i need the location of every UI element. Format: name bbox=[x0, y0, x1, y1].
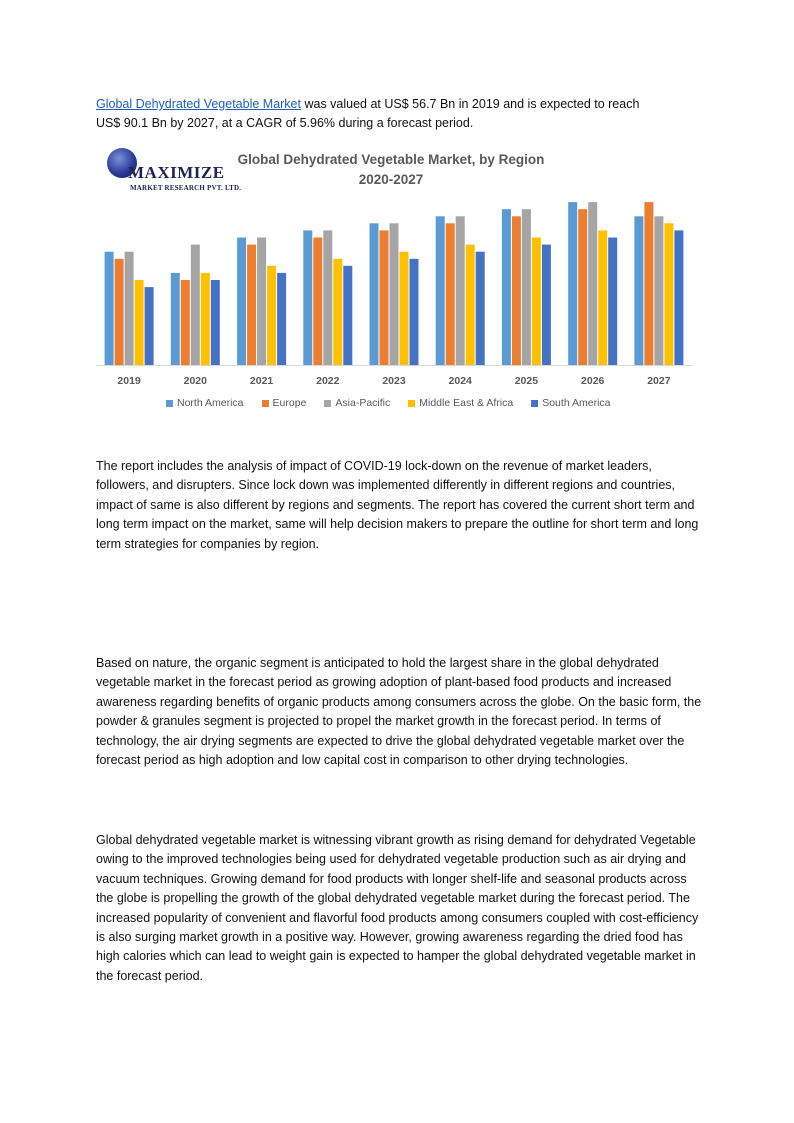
bar-2022-europe bbox=[313, 238, 322, 366]
bar-2024-asia-pacific bbox=[456, 216, 465, 365]
x-tick-label: 2024 bbox=[448, 375, 472, 387]
logo-subtitle: MARKET RESEARCH PVT. LTD. bbox=[130, 184, 242, 192]
x-tick-label: 2026 bbox=[581, 375, 605, 387]
chart-subtitle: 2020-2027 bbox=[358, 172, 424, 187]
bar-2019-south-america bbox=[145, 287, 154, 365]
region-bar-chart bbox=[96, 140, 702, 420]
bar-2026-south-america bbox=[608, 238, 617, 366]
legend-item bbox=[262, 397, 307, 409]
logo-word: MAXIMIZE bbox=[128, 163, 225, 182]
bar-2022-asia-pacific bbox=[323, 230, 332, 365]
bar-2020-north-america bbox=[171, 273, 180, 365]
x-tick-label: 2019 bbox=[117, 375, 141, 387]
x-tick-label: 2020 bbox=[183, 375, 207, 387]
bar-2026-europe bbox=[578, 209, 587, 365]
legend-swatch bbox=[531, 400, 538, 407]
legend-swatch bbox=[262, 400, 269, 407]
legend-label: Middle East & Africa bbox=[419, 397, 514, 409]
legend-item bbox=[531, 397, 610, 409]
bar-2023-europe bbox=[380, 230, 389, 365]
bar-2025-asia-pacific bbox=[522, 209, 531, 365]
legend-label: Europe bbox=[272, 397, 307, 409]
bar-2027-north-america bbox=[634, 216, 643, 365]
bar-2020-south-america bbox=[211, 280, 220, 365]
bar-2025-europe bbox=[512, 216, 521, 365]
segment-paragraph: Based on nature, the organic segment is anticipated to hold the largest share in the global dehydrated vegetable market in the forecast period as growing adoption of plant-based food products and increased awareness regarding benefits of organic products among consumers across the globe. On the basic form, the powder & granules segment is projected to propel the market growth in the forecast period. In terms of technology, the air drying segments are expected to drive the global dehydrated vegetable market over the forecast period as high adoption and low capital cost in comparison to other drying technologies. bbox=[96, 656, 702, 768]
intro-paragraph bbox=[96, 95, 702, 134]
bar-2027-asia-pacific bbox=[654, 216, 663, 365]
bar-2023-south-america bbox=[410, 259, 419, 365]
bar-2020-europe bbox=[181, 280, 190, 365]
bar-2022-north-america bbox=[303, 230, 312, 365]
legend-item bbox=[324, 397, 390, 409]
legend-label: Asia-Pacific bbox=[335, 397, 391, 409]
bar-2019-asia-pacific bbox=[125, 252, 134, 365]
bar-2027-europe bbox=[644, 202, 653, 365]
bar-2019-europe bbox=[115, 259, 124, 365]
bar-2027-south-america bbox=[674, 230, 683, 365]
bar-2019-north-america bbox=[105, 252, 114, 365]
bar-2027-middle-east-africa bbox=[664, 223, 673, 365]
bar-2023-asia-pacific bbox=[390, 223, 399, 365]
market-link[interactable]: Global Dehydrated Vegetable Market bbox=[96, 97, 301, 111]
legend-item bbox=[166, 397, 244, 409]
bar-2023-middle-east-africa bbox=[400, 252, 409, 365]
bar-2026-north-america bbox=[568, 202, 577, 365]
bar-2026-middle-east-africa bbox=[598, 230, 607, 365]
bar-2025-south-america bbox=[542, 245, 551, 365]
legend-item bbox=[408, 397, 513, 409]
bar-2021-south-america bbox=[277, 273, 286, 365]
bar-2024-north-america bbox=[436, 216, 445, 365]
x-tick-label: 2027 bbox=[647, 375, 671, 387]
bar-2024-middle-east-africa bbox=[466, 245, 475, 365]
legend-swatch bbox=[324, 400, 331, 407]
bar-2024-south-america bbox=[476, 252, 485, 365]
intro-text: was valued at US$ 56.7 Bn in 2019 and is expected to reach bbox=[301, 97, 640, 111]
x-tick-label: 2023 bbox=[382, 375, 406, 387]
bar-2020-asia-pacific bbox=[191, 245, 200, 365]
chart-legend bbox=[166, 397, 611, 409]
bar-2022-south-america bbox=[343, 266, 352, 365]
x-tick-label: 2021 bbox=[249, 375, 274, 387]
intro-text-line2: US$ 90.1 Bn by 2027, at a CAGR of 5.96% during a forecast period. bbox=[96, 116, 474, 131]
bar-2025-north-america bbox=[502, 209, 511, 365]
bar-2021-asia-pacific bbox=[257, 238, 266, 366]
bar-2019-middle-east-africa bbox=[135, 280, 144, 365]
bar-2023-north-america bbox=[370, 223, 379, 365]
bar-2024-europe bbox=[446, 223, 455, 365]
bar-2020-middle-east-africa bbox=[201, 273, 210, 365]
bar-2026-asia-pacific bbox=[588, 202, 597, 365]
legend-label: North America bbox=[177, 397, 244, 409]
chart-plot bbox=[96, 140, 702, 390]
chart-title: Global Dehydrated Vegetable Market, by Region bbox=[237, 152, 545, 167]
covid-impact-paragraph: The report includes the analysis of impact of COVID-19 lock-down on the revenue of market leaders, followers, and disrupters. Since lock down was implemented differently in different regions and countries, impact of same is also different by regions and segments. The report has covered the current short term and long term impact on the market, same will help decision makers to prepare the outline for short term and long term strategies for companies by region. bbox=[96, 459, 699, 551]
legend-label: South America bbox=[542, 397, 611, 409]
bar-2025-middle-east-africa bbox=[532, 238, 541, 366]
bar-2022-middle-east-africa bbox=[333, 259, 342, 365]
legend-swatch bbox=[166, 400, 173, 407]
x-tick-label: 2022 bbox=[316, 375, 340, 387]
legend-swatch bbox=[408, 400, 415, 407]
bar-2021-middle-east-africa bbox=[267, 266, 276, 365]
market-growth-paragraph: Global dehydrated vegetable market is witnessing vibrant growth as rising demand for dehydrated Vegetable owing to the improved technologies being used for dehydrated vegetable production such as air drying and vacuum techniques. Growing demand for food products with longer shelf-life and seasonal products across the globe is propelling the growth of the global dehydrated vegetable market during the forecast period. The increased popularity of convenient and flavorful food products among consumers coupled with cost-efficiency is also surging market growth in a positive way. However, growing awareness regarding the dried food has high calories which can lead to weight gain is expected to hamper the global dehydrated vegetable market in the forecast period. bbox=[96, 833, 699, 983]
x-tick-label: 2025 bbox=[514, 375, 539, 387]
bar-2021-north-america bbox=[237, 238, 246, 366]
bar-2021-europe bbox=[247, 245, 256, 365]
